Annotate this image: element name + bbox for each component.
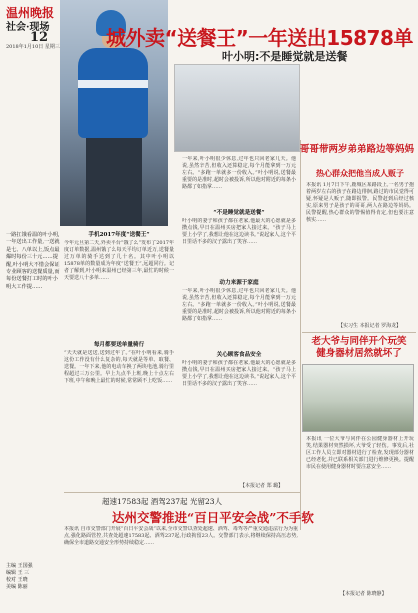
gym-equipment-photo [302,364,414,432]
col1-text: 今年元旦第二天,外卖平台“饿了么”发布了2017年度订单数据,温州饿了么每天平均订单近万,送餐量过万单的骑手达到了几十名。其中叶小明以15878单的数量成为年度“送餐王”,远超同行。记者了解到,叶小明来温州已经第三年,最忙的时候一天要送八十多单…… [64,240,174,281]
divider-right [302,332,416,333]
divider-bottom [64,492,300,493]
bottom-story-text: 本报讯 自市交警部门开展“百日平安会战”以来,全市交警以查处超速、酒驾、毒驾等严重交通违法行为为重点,强化路面管控,共查处超速17583起、酒驾237起,行政拘留23人。交警部门表示,将继续保持高压态势,确保全市道路交通安全形势持续稳定…… [64,526,298,546]
lead-headline: 城外卖“送餐王”一年送出15878单 [106,26,413,50]
masthead-paper-name: 温州晚报 [6,6,55,20]
gym-story-text: 本报讯 一位大爷与同伴在公园健身器材上开玩笑,结果器材突然损坏,大爷受了轻伤。事发后,社区工作人员立即对器材进行了检查,发现部分器材已经老化,并已联系相关部门进行维修更换。提醒市民在使用健身器材时要注意安全…… [306,436,414,470]
credit-designer: 美编 陈丽 [6,584,28,590]
col1-subtitle: 手机2017年度“送餐王” [88,232,150,238]
col2-text-4: 叶小明的妻子和孩子都在老家,他最大的心愿就是多攒点钱,早日在温州买房把家人接过来。“孩子马上要上小学了,我想让他在这边读书。”说起家人,这个平日里话不多的汉子露出了笑容…… [182,360,296,387]
footer-credits [6,563,33,591]
bottom-kicker: 超速17583起 酒驾237起 光留23人 [102,497,222,506]
bottom-headline: 达州交警推进“百日平安会战”不手软 [112,510,314,525]
dateline: 2018年1月10日 星期三 [6,44,60,50]
col2-text-3: 一年来,叶小明很少休息,过年也只回老家几天。他说,虽然辛苦,但收入还算稳定,每个月能拿到一万元左右。“多跑一单就多一份收入。”叶小明说,送餐最重要的是准时,超时会被投诉,所以他对附近的每条小路都了如指掌…… [182,288,296,322]
col2-subtitle: “不是睡觉就是送餐” [213,210,265,216]
right-story-byline: 【实习生 本报记者 罗海龙】 [338,323,402,329]
page-number: 12 [30,30,49,45]
col2-subtitle-2: 动力来源于家庭 [219,280,259,286]
lead-subheadline: 叶小明:不是睡觉就是送餐 [222,50,348,63]
gym-story-byline: 【本报记者 陈晓静】 [340,591,387,597]
right-story-subheadline: 热心群众把他当成人贩子 [316,168,404,178]
column-divider [300,140,301,530]
credit-editor: 编辑 王 三 [6,570,30,576]
photo-caption-left: 一路扛饿看温的叶小明,一年送出工作量,一送就是七、八单以上,饭点最爆时每份三十元……提醒,叶小明大不惜会保证专业顾客的送餐质量,而每份送餐打工时的叶小明大工作提…… [6,232,60,290]
credit-chief-editor: 主编 王国强 [6,563,33,569]
col2-text-2: 叶小明的妻子和孩子都在老家,他最大的心愿就是多攒点钱,早日在温州买房把家人接过来。“孩子马上要上小学了,我想让他在这边读书。”说起家人,这个平日里话不多的汉子露出了笑容…… [182,218,296,245]
gym-story-subheadline: 健身器材居然就坏了 [316,348,402,359]
gym-story-headline: 老大爷与同伴开个玩笑 [311,336,407,347]
col1-text-2: “天天就是送送,送到过年了。”在叶小明看来,骑手这份工作没有什么复杂的,每天就是等单、取餐、送餐。一年下来,他的电动车换了两块电池,骑行里程超过三万公里。早上九点半上班,晚上十点左右下班,中午和晚上最忙的时候,常常顾不上吃饭…… [64,350,174,384]
col2-text: 一年来,叶小明很少休息,过年也只回老家几天。他说,虽然辛苦,但收入还算稳定,每个月能拿到一万元左右。“多跑一单就多一份收入。”叶小明说,送餐最重要的是准时,超时会被投诉,所以他对附近的每条小路都了如指掌…… [182,156,296,190]
col1-subtitle-2: 每月都要送单量骑行 [93,342,145,348]
right-story-headline: 哥哥带两岁弟弟路边等妈妈 [300,144,415,155]
lead-byline: 【本报记者 郑 璐】 [240,483,284,489]
rider-workplace-photo [174,64,300,152]
credit-proofreader: 校对 王晓 [6,577,28,583]
col2-subtitle-3: 关心顾客食品安全 [216,352,262,358]
right-story-text: 本报讯 1月7日下午,鹿城区某路段上,一名男子抱着两岁左右的孩子在路边徘徊,路过的市民觉得可疑,怀疑是人贩子,随即报警。民警赶到后经过核实,原来男子是孩子的哥哥,两人在路边等妈妈。民警提醒,热心群众的警惕值得肯定,但也要注意核实…… [306,182,414,223]
section-label: 社会·现场 [6,22,50,33]
